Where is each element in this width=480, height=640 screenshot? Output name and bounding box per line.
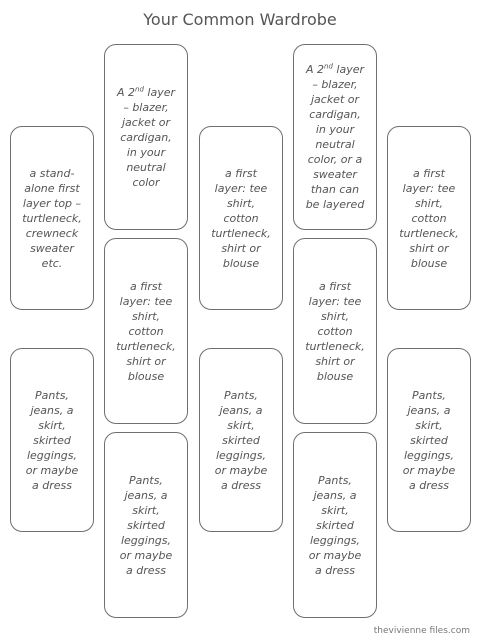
card-text: a first layer: tee shirt, cotton turtleneck, shirt or blouse bbox=[399, 166, 459, 270]
card-text-part: layer – blazer, jacket or cardigan, in your neutral color, or a sweater than can be layered bbox=[305, 63, 365, 211]
card-text-part: A 2 bbox=[116, 85, 136, 99]
card-text: a stand- alone first layer top – turtleneck, crewneck sweater etc. bbox=[22, 166, 82, 270]
card-bottoms bbox=[293, 432, 377, 618]
card-text-superscript: nd bbox=[324, 62, 333, 71]
card-text: Pants, jeans, a skirt, skirted leggings, or maybe a dress bbox=[119, 473, 173, 577]
card-text: a first layer: tee shirt, cotton turtleneck, shirt or blouse bbox=[211, 166, 271, 270]
card-first-layer bbox=[387, 126, 471, 310]
card-text-part: layer – blazer, jacket or cardigan, in your neutral color bbox=[120, 85, 175, 189]
card-text bbox=[298, 62, 373, 212]
card-text: Pants, jeans, a skirt, skirted leggings, or maybe a dress bbox=[308, 473, 362, 577]
card-bottoms bbox=[387, 348, 471, 532]
card-text: Pants, jeans, a skirt, skirted leggings, or maybe a dress bbox=[25, 388, 79, 492]
page-title: Your Common Wardrobe bbox=[143, 10, 337, 29]
card-text bbox=[109, 85, 183, 190]
site-credit: thevivienne files.com bbox=[373, 626, 470, 636]
card-second-layer-sweater bbox=[293, 44, 377, 230]
card-first-layer bbox=[104, 238, 188, 424]
card-text-superscript: nd bbox=[135, 84, 144, 93]
card-first-layer bbox=[199, 126, 283, 310]
card-first-layer bbox=[293, 238, 377, 424]
card-bottoms bbox=[10, 348, 94, 532]
card-text: a first layer: tee shirt, cotton turtleneck, shirt or blouse bbox=[305, 279, 365, 383]
card-bottoms bbox=[104, 432, 188, 618]
card-first-layer-standalone bbox=[10, 126, 94, 310]
card-text: a first layer: tee shirt, cotton turtleneck, shirt or blouse bbox=[116, 279, 176, 383]
card-text: Pants, jeans, a skirt, skirted leggings, or maybe a dress bbox=[214, 388, 268, 492]
card-bottoms bbox=[199, 348, 283, 532]
card-text-part: A 2 bbox=[305, 63, 325, 76]
card-text: Pants, jeans, a skirt, skirted leggings, or maybe a dress bbox=[402, 388, 456, 492]
card-second-layer bbox=[104, 44, 188, 230]
